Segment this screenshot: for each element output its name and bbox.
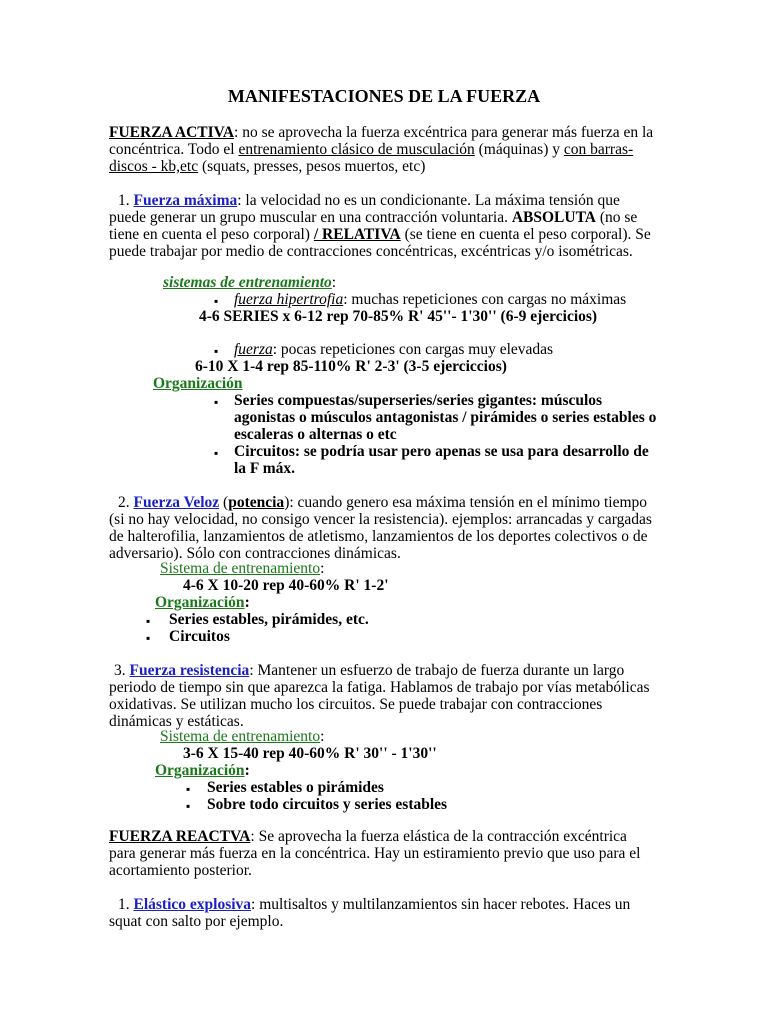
maxima-text-3b: (se tiene en cuenta el peso corporal). Se: [400, 226, 651, 243]
elastico-line-1: [118, 896, 630, 913]
veloz-line-4: adversario). Sólo con contracciones dinámicas.: [109, 545, 401, 562]
activa-text-1: : no se aprovecha la fuerza excéntrica para generar más fuerza en la: [234, 124, 654, 141]
maxima-relativa: / RELATIVA: [313, 226, 401, 243]
reactiva-line-1: [109, 828, 627, 845]
maxima-number: 1.: [118, 192, 130, 209]
veloz-series: 4-6 X 10-20 rep 40-60% R' 1-2': [183, 577, 389, 594]
elastico-text-1: : multisaltos y multilanzamientos sin hacer rebotes. Haces un: [251, 896, 631, 913]
activa-text-3: (squats, presses, pesos muertos, etc): [198, 158, 426, 175]
maxima-hipertrofia: [234, 291, 626, 308]
bullet-icon: ▪: [186, 782, 191, 796]
activa-text-2a: concéntrica. Todo el: [109, 141, 239, 158]
maxima-org-1a: Series compuestas/superseries/series gigantes: músculos: [234, 392, 603, 409]
resistencia-org-2: Sobre todo circuitos y series estables: [207, 796, 448, 813]
veloz-line-3: de halterofilia, lanzamientos de atletismo, lanzamientos de los deportes colectivos o de: [109, 528, 648, 545]
maxima-hipertrofia-series: 4-6 SERIES x 6-12 rep 70-85% R' 45''- 1'30'' (6-9 ejercicios): [199, 308, 598, 325]
maxima-fuerza-name: fuerza: [234, 341, 273, 358]
bullet-icon: ▪: [186, 799, 191, 813]
veloz-sistema: [160, 560, 324, 577]
resistencia-organizacion-colon: :: [244, 762, 250, 779]
elastico-number: 1.: [118, 896, 130, 913]
resistencia-line-2: periodo de tiempo sin que aparezca la fatiga. Hablamos de trabajo por vías metabólicas: [109, 679, 650, 696]
maxima-hipertrofia-text: : muchas repeticiones con cargas no máximas: [343, 291, 627, 308]
resistencia-organizacion: [155, 762, 250, 779]
reactiva-heading: FUERZA REACTVA: [109, 828, 251, 845]
activa-line-2: [109, 141, 633, 158]
maxima-hipertrofia-name: fuerza hipertrofia: [234, 291, 344, 308]
bullet-icon: ▪: [146, 631, 151, 645]
maxima-org-1b: agonistas o músculos antagonistas / pirámides o series estables o: [234, 409, 657, 426]
elastico-line-2: squat con salto por ejemplo.: [109, 913, 284, 930]
maxima-org-1c: escaleras o alternas o etc: [234, 426, 397, 443]
resistencia-line-4: dinámicas y estáticas.: [109, 713, 244, 730]
maxima-fuerza: [234, 341, 553, 358]
veloz-sistema-colon: :: [320, 560, 325, 577]
maxima-line-2: [109, 209, 637, 226]
maxima-text-2b: (no se: [595, 209, 638, 226]
resistencia-line-1: [114, 662, 624, 679]
veloz-text-1: ): cuando genero esa máxima tensión en el mínimo tiempo: [284, 494, 648, 511]
maxima-fuerza-text: : pocas repeticiones con cargas muy elevadas: [272, 341, 554, 358]
veloz-org-1: Series estables, pirámides, etc.: [169, 611, 369, 628]
maxima-text-2a: puede generar un grupo muscular en una contracción voluntaria.: [109, 209, 512, 226]
activa-link-barras: con barras-: [563, 141, 634, 158]
veloz-organizacion: [155, 594, 250, 611]
elastico-name: Elástico explosiva: [133, 896, 252, 913]
reactiva-line-3: acortamiento posterior.: [109, 862, 252, 879]
maxima-sistemas-label: sistemas de entrenamiento: [163, 274, 332, 291]
maxima-line-4: [109, 243, 633, 260]
veloz-organizacion-colon: :: [244, 594, 250, 611]
activa-line-3: [109, 158, 425, 175]
maxima-line-1: [118, 192, 620, 209]
veloz-paren: (: [219, 494, 229, 511]
veloz-line-2: (si no hay velocidad, no consigo vencer la resistencia). ejemplos: arrancadas y cargadas: [109, 511, 652, 528]
resistencia-series: 3-6 X 15-40 rep 40-60% R' 30'' - 1'30'': [183, 745, 437, 762]
maxima-org-2b: la F máx.: [234, 460, 295, 477]
resistencia-sistema: [160, 728, 324, 745]
maxima-text-4: puede trabajar por medio de contracciones concéntricas, excéntricas y/o isométricas.: [109, 243, 633, 260]
veloz-number: 2.: [118, 494, 130, 511]
resistencia-number: 3.: [114, 662, 126, 679]
maxima-fuerza-series: 6-10 X 1-4 rep 85-110% R' 2-3' (3-5 ejerciccios): [195, 358, 507, 375]
maxima-org-2a: Circuitos: se podría usar pero apenas se usa para desarrollo de: [234, 443, 649, 460]
activa-line-1: [109, 124, 653, 141]
maxima-name: Fuerza máxima: [133, 192, 238, 209]
maxima-text-3a: tiene en cuenta el peso corporal): [109, 226, 314, 243]
resistencia-org-1: Series estables o pirámides: [207, 779, 384, 796]
veloz-organizacion-label: Organización: [155, 594, 245, 611]
reactiva-text-1: : Se aprovecha la fuerza elástica de la contracción excéntrica: [250, 828, 627, 845]
activa-heading: FUERZA ACTIVA: [109, 124, 235, 141]
maxima-text-1: : la velocidad no es un condicionante. La máxima tensión que: [237, 192, 620, 209]
activa-text-2b: (máquinas) y: [474, 141, 564, 158]
activa-link-entrenamiento: entrenamiento clásico de musculación: [238, 141, 475, 158]
resistencia-line-3: oxidativas. Se utilizan mucho los circuitos. Se puede trabajar con contracciones: [109, 696, 603, 713]
veloz-name: Fuerza Veloz: [133, 494, 220, 511]
resistencia-sistema-label: Sistema de entrenamiento: [160, 728, 321, 745]
veloz-sistema-label: Sistema de entrenamiento: [160, 560, 321, 577]
maxima-line-3: [109, 226, 651, 243]
resistencia-name: Fuerza resistencia: [129, 662, 250, 679]
resistencia-organizacion-label: Organización: [155, 762, 245, 779]
resistencia-text-1: : Mantener un esfuerzo de trabajo de fuerza durante un largo: [249, 662, 625, 679]
bullet-icon: ▪: [214, 446, 219, 460]
maxima-sistemas: [163, 274, 336, 291]
page-title: MANIFESTACIONES DE LA FUERZA: [227, 86, 541, 106]
maxima-absoluta: ABSOLUTA: [511, 209, 596, 226]
bullet-icon: ▪: [214, 344, 219, 358]
maxima-sistemas-colon: :: [331, 274, 337, 291]
bullet-icon: ▪: [214, 395, 219, 409]
reactiva-line-2: para generar más fuerza en la concéntrica. Hay un estiramiento previo que uso para el: [109, 845, 641, 862]
veloz-line-1: [118, 494, 647, 511]
resistencia-sistema-colon: :: [320, 728, 325, 745]
bullet-icon: ▪: [146, 614, 151, 628]
maxima-organizacion: Organización: [153, 375, 243, 392]
activa-link-discos: discos - kb,etc: [109, 158, 199, 175]
veloz-org-2: Circuitos: [169, 628, 230, 645]
bullet-icon: ▪: [214, 294, 219, 308]
veloz-potencia: potencia: [228, 494, 285, 511]
